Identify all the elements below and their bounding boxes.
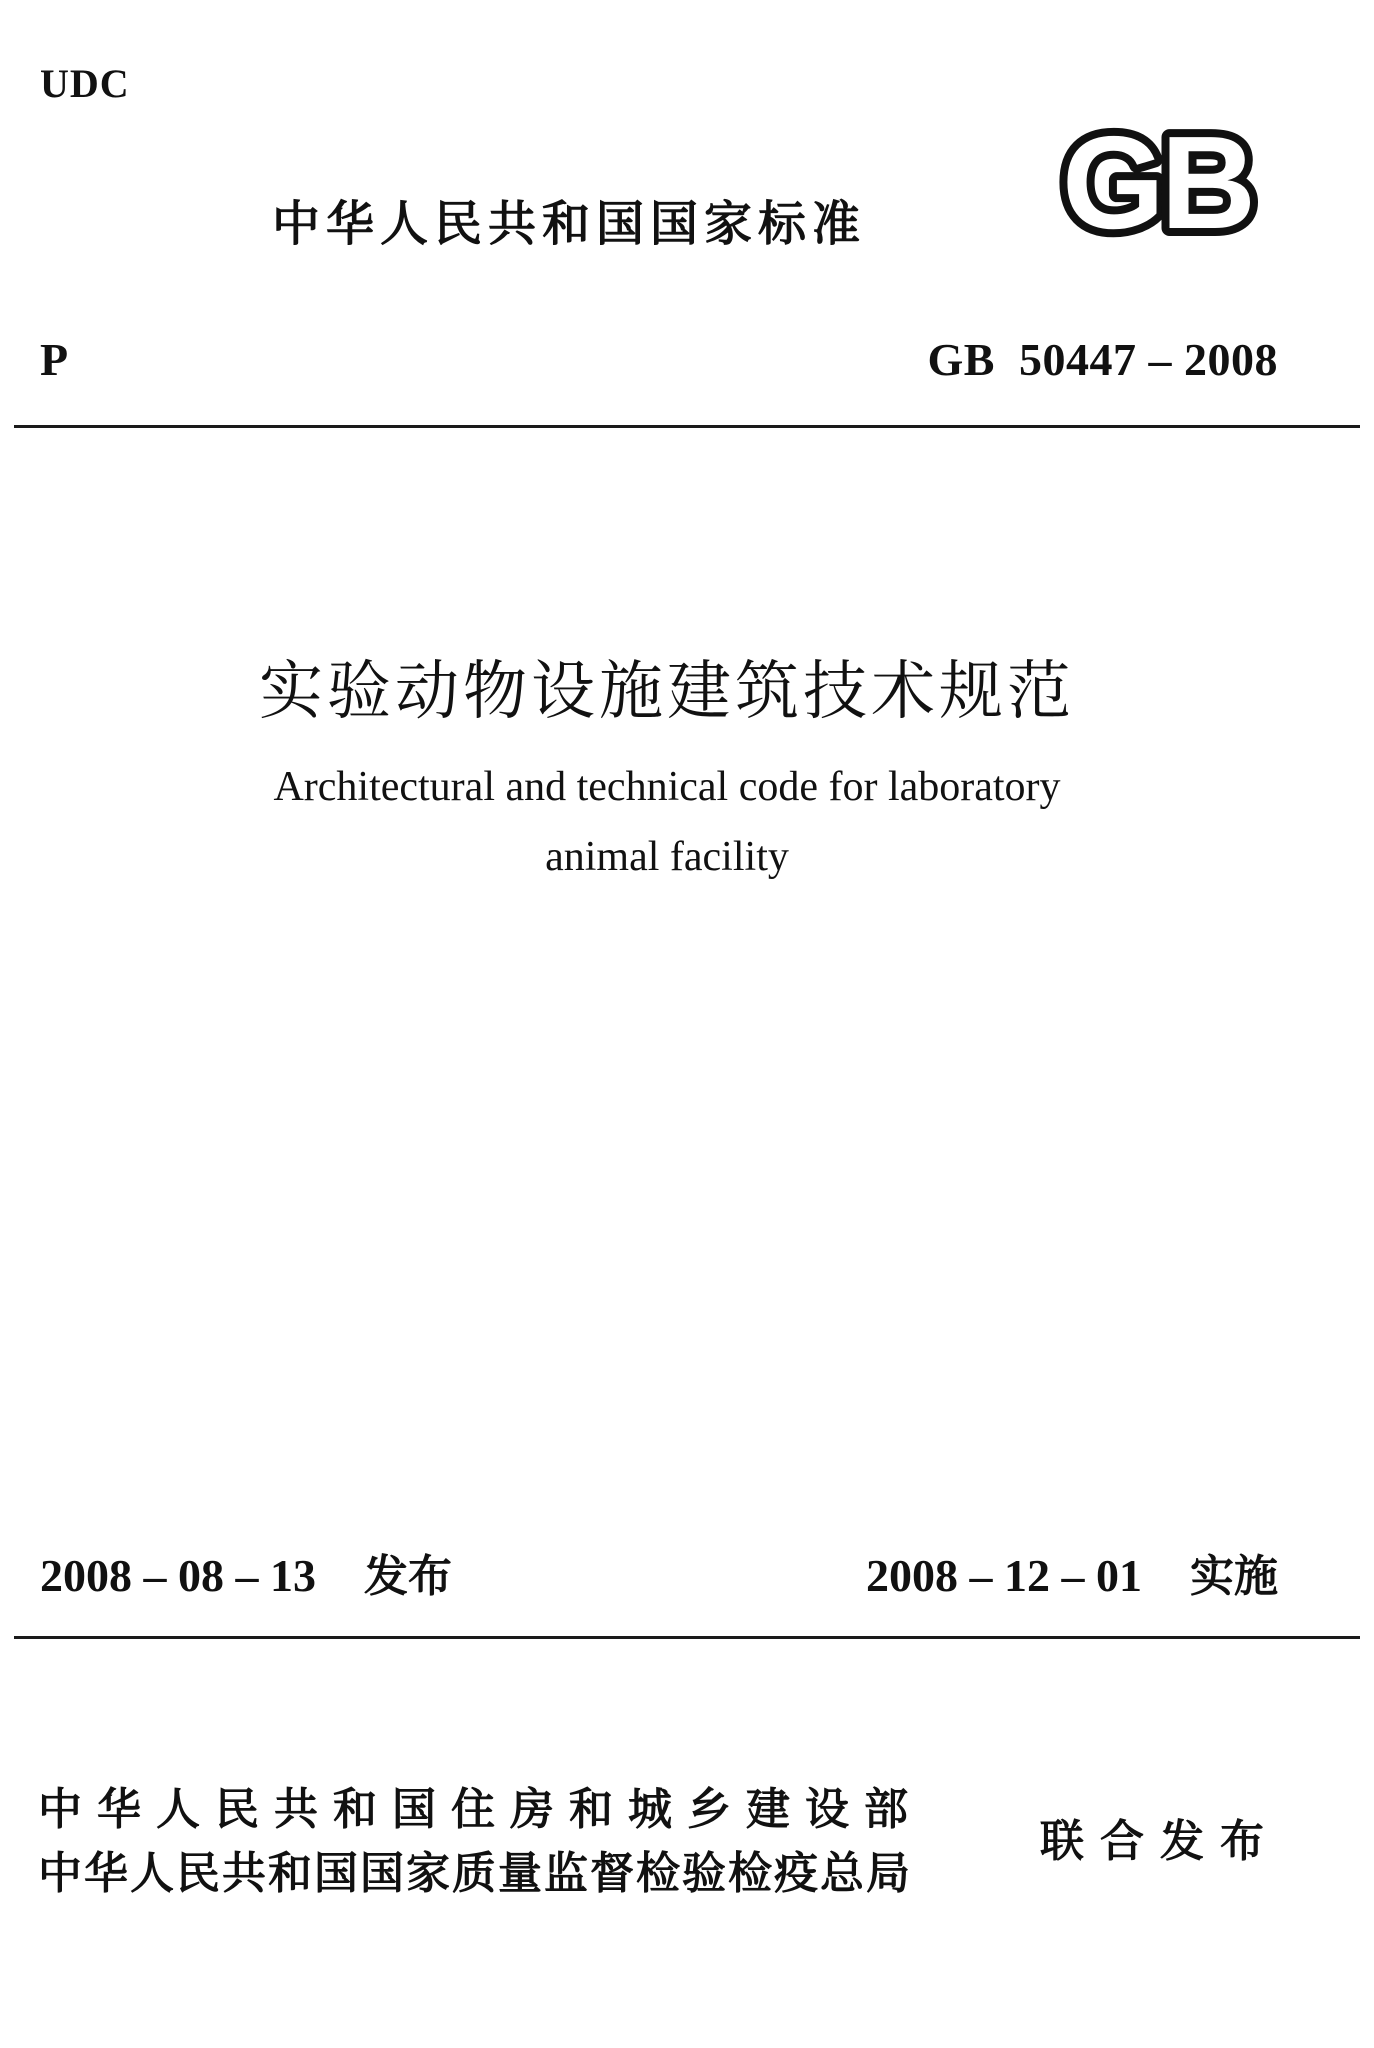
gb-logo-text: GB (1062, 120, 1252, 245)
title-english-line1: Architectural and technical code for laboratory (273, 764, 1061, 810)
standard-number: GB 50447 – 2008 (927, 334, 1278, 385)
title-english-line2: animal facility (545, 834, 789, 880)
top-divider (14, 425, 1360, 428)
issue-label: 发布 (364, 1551, 452, 1602)
standard-category: 中华人民共和国国家标准 (272, 196, 867, 252)
implement-date-block (866, 1540, 1278, 1604)
classification-code: P (40, 334, 69, 385)
title-chinese: 实验动物设施建筑技术规范 (259, 655, 1075, 729)
udc-label: UDC (40, 61, 130, 106)
issue-date: 2008 – 08 – 13 (40, 1550, 316, 1601)
implement-date: 2008 – 12 – 01 (866, 1550, 1142, 1601)
joint-issue-label: 联合发布 (1040, 1816, 1280, 1867)
bottom-divider (14, 1636, 1360, 1639)
implement-label: 实施 (1190, 1551, 1278, 1602)
title-english (0, 752, 1374, 892)
issuing-authorities (38, 1778, 923, 1906)
gb-logo (1035, 120, 1280, 245)
issue-date-block (40, 1540, 452, 1604)
issuer-line2: 中华人民共和国国家质量监督检验检疫总局 (38, 1848, 912, 1899)
issuer-line1: 中华人民共和国住房和城乡建设部 (38, 1784, 923, 1835)
